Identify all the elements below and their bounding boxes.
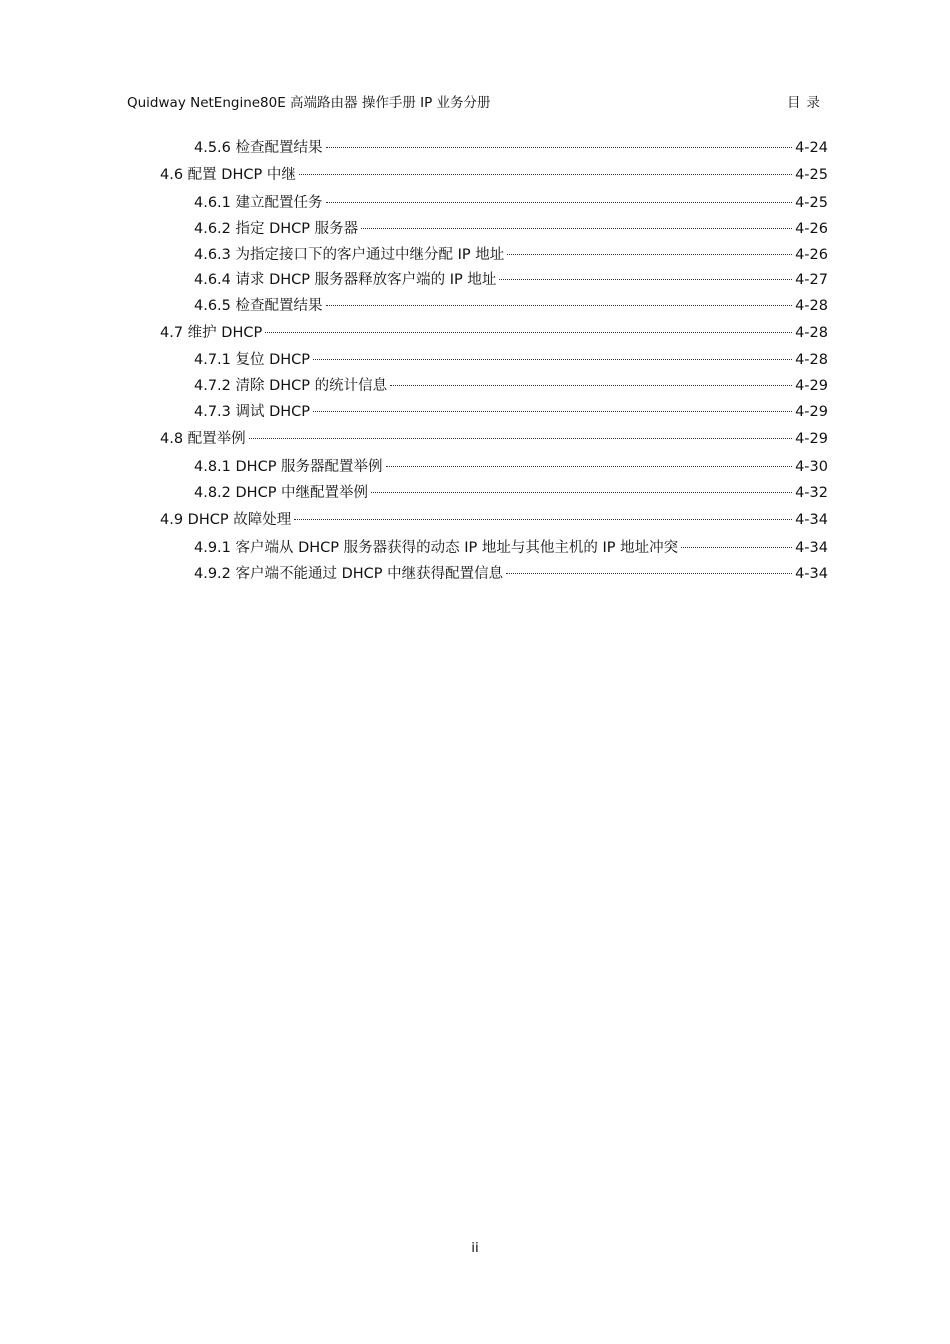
toc-entry-page: 4-30: [795, 459, 828, 475]
toc-entry[interactable]: [194, 218, 828, 240]
toc-entry-page: 4-24: [795, 140, 828, 156]
toc-entry-page: 4-28: [795, 325, 828, 341]
toc-entry-title: 4.6.3 为指定接口下的客户通过中继分配 IP 地址: [194, 247, 505, 263]
toc-entry-page: 4-28: [795, 298, 828, 314]
toc-entry[interactable]: [160, 322, 828, 344]
toc-entry-page: 4-34: [795, 540, 828, 556]
toc-dot-leader: [299, 174, 792, 175]
toc-entry-title: 4.9.1 客户端从 DHCP 服务器获得的动态 IP 地址与其他主机的 IP 地址冲突: [194, 540, 679, 556]
toc-entry-title: 4.6.4 请求 DHCP 服务器释放客户端的 IP 地址: [194, 272, 497, 288]
toc-dot-leader: [390, 385, 792, 386]
toc-entry[interactable]: [160, 164, 828, 186]
toc-dot-leader: [361, 228, 792, 229]
toc-entry[interactable]: [194, 482, 828, 504]
toc-dot-leader: [506, 573, 792, 574]
toc-entry[interactable]: [194, 456, 828, 478]
toc-entry-title: 4.9 DHCP 故障处理: [160, 512, 292, 528]
toc-dot-leader: [499, 279, 792, 280]
toc-dot-leader: [326, 202, 793, 203]
toc-entry-page: 4-29: [795, 431, 828, 447]
toc-entry-title: 4.6 配置 DHCP 中继: [160, 167, 296, 183]
toc-dot-leader: [386, 466, 793, 467]
toc-entry-title: 4.8.1 DHCP 服务器配置举例: [194, 459, 383, 475]
toc-dot-leader: [681, 547, 792, 548]
header-title: Quidway NetEngine80E 高端路由器 操作手册 IP 业务分册: [127, 95, 491, 111]
toc-entry[interactable]: [160, 428, 828, 450]
toc-entry[interactable]: [194, 537, 828, 559]
toc-entry[interactable]: [194, 137, 828, 159]
toc-entry-page: 4-27: [795, 272, 828, 288]
toc-entry-title: 4.8.2 DHCP 中继配置举例: [194, 485, 369, 501]
toc-dot-leader: [313, 411, 792, 412]
toc-entry-page: 4-26: [795, 247, 828, 263]
toc-entry-page: 4-32: [795, 485, 828, 501]
toc-dot-leader: [294, 519, 792, 520]
toc-entry-page: 4-26: [795, 221, 828, 237]
toc-entry[interactable]: [194, 295, 828, 317]
toc-dot-leader: [507, 254, 792, 255]
toc-entry-title: 4.7.2 清除 DHCP 的统计信息: [194, 378, 388, 394]
toc-entry-title: 4.6.5 检查配置结果: [194, 298, 323, 314]
toc-dot-leader: [249, 438, 792, 439]
toc-entry[interactable]: [194, 269, 828, 291]
toc-entry-page: 4-25: [795, 195, 828, 211]
toc-entry-page: 4-25: [795, 167, 828, 183]
toc-dot-leader: [326, 147, 793, 148]
page-number: ii: [471, 1240, 479, 1256]
toc-dot-leader: [371, 492, 792, 493]
toc-entry-page: 4-34: [795, 566, 828, 582]
toc-entry-title: 4.6.1 建立配置任务: [194, 195, 323, 211]
toc-entry-title: 4.7.3 调试 DHCP: [194, 404, 311, 420]
toc-entry[interactable]: [194, 375, 828, 397]
header-section: 目录: [787, 95, 826, 111]
toc-entry[interactable]: [194, 349, 828, 371]
toc-entry-title: 4.8 配置举例: [160, 431, 246, 447]
toc-entry[interactable]: [194, 563, 828, 585]
toc-entry-page: 4-29: [795, 404, 828, 420]
toc-entry[interactable]: [160, 509, 828, 531]
toc-entry[interactable]: [194, 244, 828, 266]
toc-entry[interactable]: [194, 401, 828, 423]
toc-entry-title: 4.7.1 复位 DHCP: [194, 352, 311, 368]
toc-dot-leader: [326, 305, 793, 306]
toc-entry[interactable]: [194, 192, 828, 214]
toc-entry-title: 4.9.2 客户端不能通过 DHCP 中继获得配置信息: [194, 566, 504, 582]
toc-dot-leader: [313, 359, 792, 360]
toc-entry-title: 4.6.2 指定 DHCP 服务器: [194, 221, 359, 237]
toc-entry-title: 4.5.6 检查配置结果: [194, 140, 323, 156]
toc-entry-page: 4-34: [795, 512, 828, 528]
toc-dot-leader: [265, 332, 792, 333]
toc-entry-page: 4-28: [795, 352, 828, 368]
toc-entry-title: 4.7 维护 DHCP: [160, 325, 263, 341]
toc-entry-page: 4-29: [795, 378, 828, 394]
